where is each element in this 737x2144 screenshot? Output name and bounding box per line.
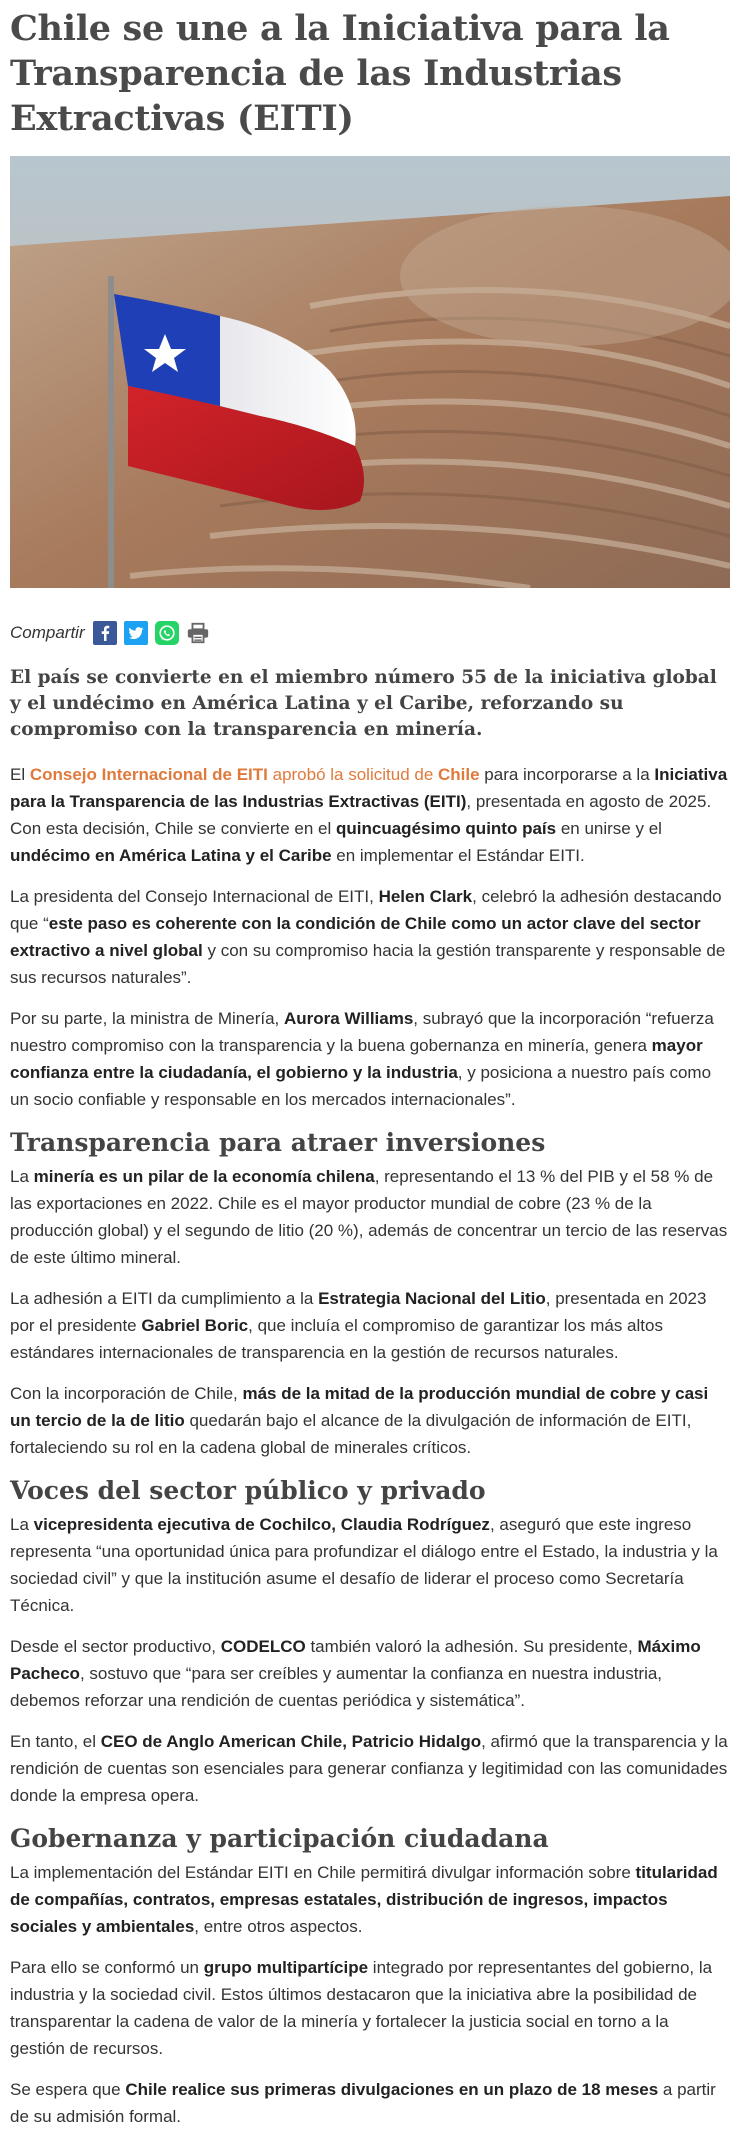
paragraph-4: La minería es un pilar de la economía chilena, representando el 13 % del PIB y el 58 % de las exportaciones en 2022. Chile es el mayor productor mundial de cobre (23 % de la producción global) y el segundo de litio (20 %), además de concentrar un tercio de las reservas de este último mineral. <box>10 1167 728 1267</box>
eiti-council-link[interactable]: Consejo Internacional de EITI <box>29 765 268 784</box>
chile-link[interactable]: Chile <box>438 765 480 784</box>
article-body <box>10 665 728 2144</box>
twitter-icon[interactable] <box>124 621 148 645</box>
paragraph-6: Con la incorporación de Chile, más de la mitad de la producción mundial de cobre y casi un tercio de la de litio quedarán bajo el alcance de la divulgación de información de EITI, fortaleciendo su rol en la cadena global de minerales críticos. <box>10 1384 709 1457</box>
whatsapp-icon[interactable] <box>155 621 179 645</box>
share-label: Compartir <box>10 623 85 642</box>
paragraph-3: Por su parte, la ministra de Minería, Aurora Williams, subrayó que la incorporación “refuerza nuestro compromiso con la transparencia y la buena gobernanza en minería, genera mayor confianza entre la ciudadanía, el gobierno y la industria, y posiciona a nuestro país como un socio confiable y responsable en los mercados internacionales”. <box>10 1009 714 1109</box>
facebook-icon[interactable] <box>93 621 117 645</box>
paragraph-8: Desde el sector productivo, CODELCO también valoró la adhesión. Su presidente, Máximo Pacheco, sostuvo que “para ser creíbles y aumentar la confianza en nuestra industria, debemos reforzar una rendición de cuentas periódica y sistemática”. <box>10 1637 701 1710</box>
article-title: Chile se une a la Iniciativa para la Transparencia de las Industrias Extractivas (EITI) <box>10 8 670 139</box>
article-page <box>10 0 730 2126</box>
article-lead: El país se convierte en el miembro número 55 de la iniciativa global y el undécimo en América Latina y el Caribe, reforzando su compromiso con la transparencia en minería. <box>10 667 717 740</box>
paragraph-1: El Consejo Internacional de EITI aprobó la solicitud de Chile para incorporarse a la Iniciativa para la Transparencia de las Industrias Extractivas (EITI), presentada en agosto de 2025. Con esta decisión, Chile se convierte en el quincuagésimo quinto país en unirse y el undécimo en América Latina y el Caribe en implementar el Estándar EITI. <box>10 765 728 865</box>
paragraph-9: En tanto, el CEO de Anglo American Chile, Patricio Hidalgo, afirmó que la transparencia y la rendición de cuentas son esenciales para generar confianza y legitimidad con las comunidades donde la empresa opera. <box>10 1732 728 1805</box>
section-heading-investment: Transparencia para atraer inversiones <box>10 1128 546 1157</box>
paragraph-10: La implementación del Estándar EITI en Chile permitirá divulgar información sobre titularidad de compañías, contratos, empresas estatales, distribución de ingresos, impactos sociales y ambientales, entre otros aspectos. <box>10 1863 718 1936</box>
section-heading-governance: Gobernanza y participación ciudadana <box>10 1824 549 1853</box>
approval-link[interactable]: aprobó la solicitud de <box>267 765 438 784</box>
print-icon[interactable] <box>186 621 210 645</box>
section-heading-voices: Voces del sector público y privado <box>10 1476 486 1505</box>
paragraph-5: La adhesión a EITI da cumplimiento a la Estrategia Nacional del Litio, presentada en 2023 por el presidente Gabriel Boric, que incluía el compromiso de garantizar los más altos estándares internacionales de transparencia en la gestión de recursos naturales. <box>10 1289 707 1362</box>
paragraph-12: Se espera que Chile realice sus primeras divulgaciones en un plazo de 18 meses a partir de su admisión formal. <box>10 2080 716 2126</box>
paragraph-11: Para ello se conformó un grupo multipartícipe integrado por representantes del gobierno, la industria y la sociedad civil. Estos últimos destacaron que la iniciativa abre la posibilidad de transparentar la cadena de valor de la minería y fortalecer la justicia social en torno a la gestión de recursos. <box>10 1958 713 2058</box>
hero-image <box>10 156 730 588</box>
share-bar <box>10 618 217 648</box>
paragraph-2: La presidenta del Consejo Internacional de EITI, Helen Clark, celebró la adhesión destacando que “este paso es coherente con la condición de Chile como un actor clave del sector extractivo a nivel global y con su compromiso hacia la gestión transparente y responsable de sus recursos naturales”. <box>10 887 726 987</box>
paragraph-7: La vicepresidenta ejecutiva de Cochilco, Claudia Rodríguez, aseguró que este ingreso representa “una oportunidad única para profundizar el diálogo entre el Estado, la industria y la sociedad civil” y que la institución asume el desafío de liderar el proceso como Secretaría Técnica. <box>10 1515 718 1615</box>
